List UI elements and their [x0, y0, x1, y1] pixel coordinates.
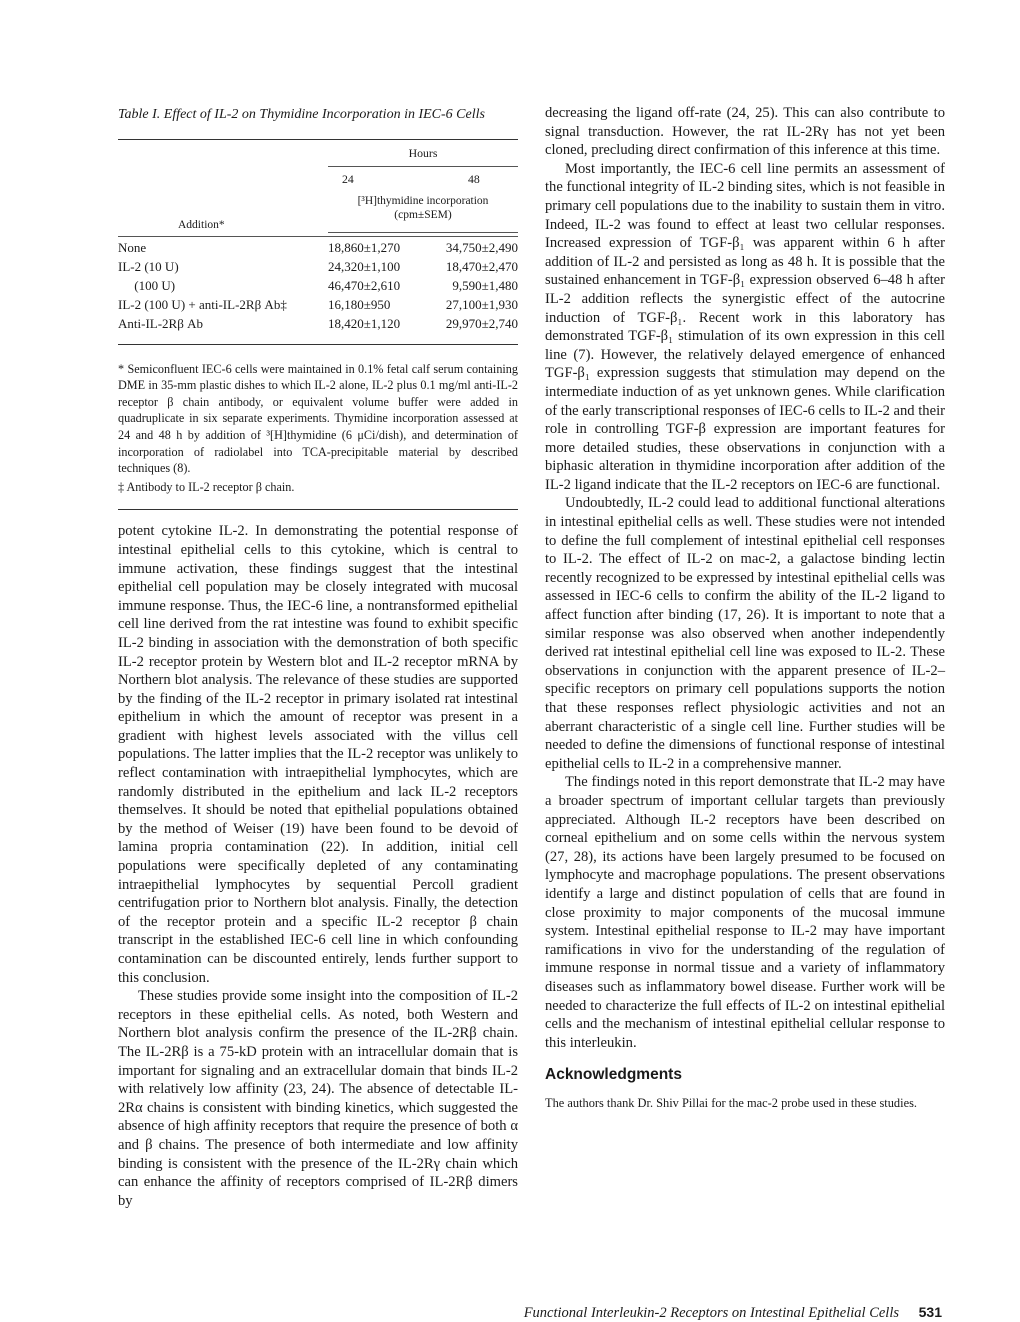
page-number: 531: [918, 1304, 942, 1320]
left-column: [118, 106, 518, 1210]
table-row: [118, 258, 518, 277]
addition-cell: Anti-IL-2Rβ Ab: [118, 316, 203, 332]
body-paragraph: Undoubtedly, IL-2 could lead to additional functional alterations in intestinal epithelial cells as well. These studies were not intended to define the full complement of intestinal epithelial cell responses to IL-2. The effect of IL-2 on mac-2, a galactose binding lectin recently recognized to be expressed by intestinal epithelial cells was assessed in IEC-6 cells to confirm the ability of the IL-2 ligand to affect function after binding (17, 26). It is important to note that a similar response was also observed when another independently derived rat intestinal epithelial cell line was exposed to IL-2. These observations in conjunction with the apparent presence of IL-2–specific receptors on primary cell populations supports the notion that these responses reflect physiologic activities and not an aberrant characteristic of a single cell line. Further studies will be needed to define the dimensions of functional response of intestinal epithelial cells to IL-2 in a comprehensive manner.: [545, 495, 945, 772]
footnote-rule: [118, 509, 518, 510]
h48-cell: 9,590±1,480: [452, 278, 518, 294]
col-48-header: 48: [468, 171, 480, 186]
addition-cell: (100 U): [118, 278, 176, 294]
body-paragraph: These studies provide some insight into the composition of IL-2 receptors in these epithelial cells. As noted, both Western and Northern blot analysis confirm the presence of the IL-2Rβ chain. The IL-2Rβ is a 75-kD protein with an intracellular domain that is important for signaling and an extracellular domain that binds IL-2 with relatively low affinity (23, 24). The absence of detectable IL-2Rα chains is consistent with binding kinetics, which suggested the absence of high affinity receptors that require the presence of both α and β chains. The presence of both intermediate and low affinity binding is consistent with the presence of the IL-2Rγ chain which can enhance the affinity of receptors comprised of IL-2Rβ dimers by: [118, 988, 518, 1209]
page-footer: [524, 1304, 942, 1322]
data-table: [118, 139, 518, 345]
table-row: [118, 315, 518, 334]
h24-cell: 24,320±1,100: [328, 259, 401, 275]
hours-rule: [328, 166, 518, 167]
h48-cell: 29,970±2,740: [445, 316, 518, 332]
table-body: [118, 237, 518, 334]
body-paragraph: The findings noted in this report demonstrate that IL-2 may have a broader spectrum of important cellular targets than previously appreciated. Although IL-2 receptors have been described on corneal epithelium and on some cells within the nervous system (27, 28), its actions have been largely presumed to be focused on lymphocyte and macrophage populations. The present observations identify a large and distinct population of cells that are found in close proximity to major components of the mucosal immune system. Intestinal epithelial response to IL-2 may have important ramifications in vivo for the understanding of the regulation of immune response in normal tissue and a variety of inflammatory diseases such as inflammatory bowel disease. Further work will be needed to characterize the full effects of IL-2 on intestinal epithelial cells and the mechanism of intestinal epithelial cellular response to this interleukin.: [545, 774, 945, 1051]
right-column: [545, 104, 945, 1112]
addition-cell: None: [118, 240, 147, 256]
h48-cell: 27,100±1,930: [445, 297, 518, 313]
h24-cell: 18,420±1,120: [328, 316, 401, 332]
h48-cell: 18,470±2,470: [445, 259, 518, 275]
table-row: [118, 296, 518, 315]
body-paragraph: decreasing the ligand off-rate (24, 25). This can also contribute to signal transduction. However, the rat IL-2Rγ has not yet been cloned, precluding direct confirmation of this inference at this time.: [545, 105, 945, 159]
h24-cell: 18,860±1,270: [328, 240, 401, 256]
footnote-dagger: ‡ Antibody to IL-2 receptor β chain.: [118, 479, 295, 494]
addition-header: Addition*: [178, 218, 225, 231]
body-paragraph: Most importantly, the IEC-6 cell line permits an assessment of the functional integrity of IL-2 binding sites, which is not feasible in primary cell populations due to the inability to sustain them in vitro. Indeed, IL-2 was found to effect at least two cellular responses. Increased expression of TGF-β₁ was apparent within 6 h after addition of IL-2 and persisted as long as 48 h. It is possible that the sustained enhancement in TGF-β₁ expression observed 6–48 h after IL-2 addition reflects the synergistic effect of the autocrine induction of TGF-β₁. Recent work in this laboratory has demonstrated TGF-β₁ stimulation of its own expression in this cell line (7). However, the relatively delayed emergence of enhanced TGF-β₁ expression suggests that stimulation may depend on the intermediate induction of as yet unknown genes. While clarification of the early transcriptional responses of IEC-6 cells to IL-2 and their role in controlling TGF-β expression are important features for more detailed studies, these observations in conjunction with a biphasic alteration in thymidine incorporation after addition of the IL-2 ligand indicate that the IL-2 receptors on IEC-6 are functional.: [545, 160, 945, 493]
addition-cell: IL-2 (100 U) + anti-IL-2Rβ Ab‡: [118, 297, 287, 313]
table-footnotes: [118, 361, 518, 496]
table-bottom-rule: [118, 344, 518, 345]
body-paragraph: potent cytokine IL-2. In demonstrating the potential response of intestinal epithelial cells to this cytokine, which is central to immune activation, these findings suggest that the intestinal epithelial cell population may be closely integrated with mucosal immune response. Thus, the IEC-6 line, a nontransformed epithelial cell line derived from the rat intestine was found to exhibit specific IL-2 binding in association with the demonstration of both specific IL-2 receptor protein by Western blot and IL-2 receptor mRNA by Northern blot analysis. The relevance of these studies are supported by the finding of the IL-2 receptor in primary isolated rat intestinal epithelium in which the amount of receptor was present in a gradient with highest levels associated with the villus cell populations. The latter implies that the IL-2 receptor was unlikely to reflect contamination with intraepithelial lymphocytes, which are randomly distributed in the epithelium and lack IL-2 receptors themselves. It should be noted that epithelial populations obtained by the method of Weiser (19) have been found to be devoid of lamina propria contamination (22). In addition, initial cell populations were specifically depleted of any contaminating intraepithelial lymphocytes by sequential Percoll gradient centrifugation prior to Northern blot analysis. Finally, the detection of the receptor protein and a specific IL-2 receptor β chain transcript in the established IEC-6 cell line in which confounding contamination can be discounted entirely, lends further support to this conclusion.: [118, 523, 518, 986]
running-title: Functional Interleukin-2 Receptors on Intestinal Epithelial Cells: [523, 1305, 900, 1321]
table-header: [118, 140, 518, 236]
table-row: [118, 277, 518, 296]
h24-cell: 16,180±950: [328, 297, 391, 313]
hours-header: Hours: [408, 145, 438, 160]
incorporation-header: [³H]thymidine incorporation (cpm±SEM): [357, 194, 489, 221]
h48-cell: 34,750±2,490: [445, 240, 518, 256]
table-row: [118, 239, 518, 258]
header-bottom-rule: [328, 232, 518, 233]
h24-cell: 46,470±2,610: [328, 278, 401, 294]
acknowledgments-heading: Acknowledgments: [545, 1066, 682, 1084]
acknowledgments-text: The authors thank Dr. Shiv Pillai for the mac-2 probe used in these studies.: [545, 1095, 917, 1110]
footnote-star: * Semiconfluent IEC-6 cells were maintained in 0.1% fetal calf serum containing DME in 35-mm plastic dishes to which IL-2 alone, IL-2 plus 0.1 mg/ml anti-IL-2 receptor β chain antibody, or equivalent volume buffer were added in quadruplicate in six separate experiments. Thymidine incorporation assessed at 24 and 48 h by addition of ³[H]thymidine (6 μCi/dish), and determination of incorporation of radiolabel into TCA-precipitable material by described techniques (8).: [118, 361, 518, 476]
addition-cell: IL-2 (10 U): [118, 259, 179, 275]
table-caption: Table I. Effect of IL-2 on Thymidine Incorporation in IEC-6 Cells: [118, 107, 485, 122]
col-24-header: 24: [342, 171, 354, 186]
